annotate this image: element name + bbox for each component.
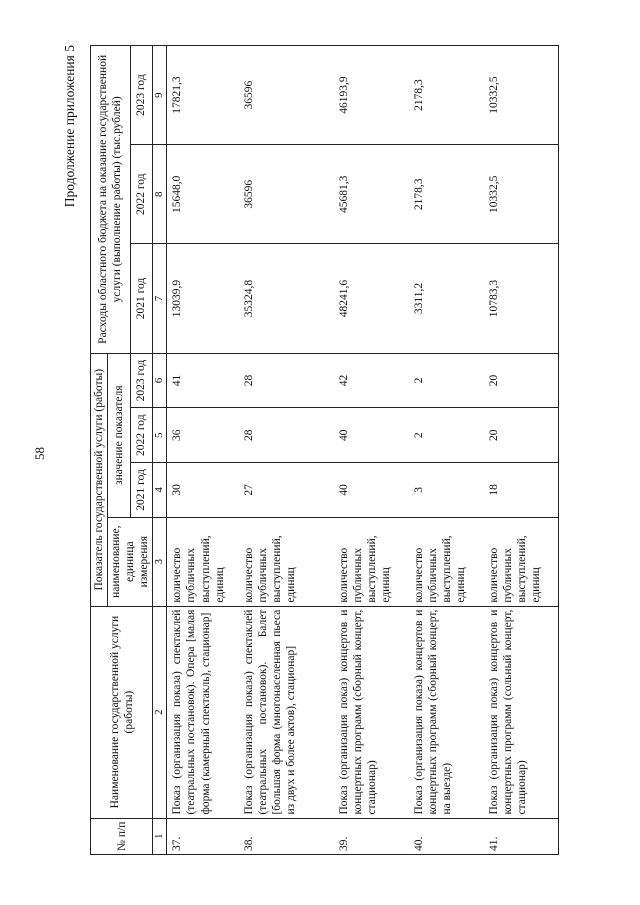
header-year-2022-expense: 2022 год bbox=[130, 145, 153, 244]
service-name: Показ (организация показа) концертов и концертных программ (сборный концерт, на выезде) bbox=[409, 606, 484, 818]
expense-2021: 48241,6 bbox=[334, 244, 409, 353]
expense-2023: 17821,3 bbox=[167, 46, 239, 145]
header-year-2022-value: 2022 год bbox=[130, 408, 153, 463]
service-name: Показ (организация показа) спектаклей (театральных постановок). Балет [большая форма (многонаселенная пьеса из двух и более актов), стационар] bbox=[239, 606, 334, 818]
value-2021: 30 bbox=[167, 463, 239, 518]
row-index: 40. bbox=[409, 818, 484, 854]
appendix-caption: Продолжение приложения 5 bbox=[62, 45, 77, 208]
col-number: 1 bbox=[153, 818, 167, 854]
value-2023: 2 bbox=[409, 353, 484, 408]
indicator-unit: количество публичных выступлений, единиц bbox=[239, 517, 334, 606]
table-row bbox=[239, 46, 334, 855]
indicator-unit: количество публичных выступлений, единиц bbox=[409, 517, 484, 606]
expense-2022: 45681,3 bbox=[334, 145, 409, 244]
expense-2023: 10332,5 bbox=[484, 46, 559, 145]
header-service-name: Наименование государственной услуги (работы) bbox=[91, 606, 153, 818]
expense-2021: 13039,9 bbox=[167, 244, 239, 353]
header-indicator-value: значение показателя bbox=[108, 353, 131, 517]
service-name: Показ (организация показа) спектаклей (театральных постановок). Опера [малая форма (камерный спектакль), стационар] bbox=[167, 606, 239, 818]
header-year-2021-value: 2021 год bbox=[130, 463, 153, 518]
value-2021: 18 bbox=[484, 463, 559, 518]
header-expenses-group: Расходы областного бюджета на оказание государственной услуги (выполнение работы) (тыс.рублей) bbox=[91, 46, 131, 354]
col-number: 4 bbox=[153, 463, 167, 518]
col-number: 5 bbox=[153, 408, 167, 463]
col-number: 2 bbox=[153, 606, 167, 818]
expense-2021: 10783,3 bbox=[484, 244, 559, 353]
service-name: Показ (организация показ) концертов и концертных программ (сборный концерт, стационар) bbox=[334, 606, 409, 818]
expense-2023: 36596 bbox=[239, 46, 334, 145]
header-year-2023-expense: 2023 год bbox=[130, 46, 153, 145]
row-index: 37. bbox=[167, 818, 239, 854]
row-index: 38. bbox=[239, 818, 334, 854]
expense-2022: 10332,5 bbox=[484, 145, 559, 244]
expense-2021: 35324,8 bbox=[239, 244, 334, 353]
table-row bbox=[167, 46, 239, 855]
service-name: Показ (организация показ) концертов и концертных программ (сольный концерт, стационар) bbox=[484, 606, 559, 818]
value-2022: 40 bbox=[334, 408, 409, 463]
value-2021: 27 bbox=[239, 463, 334, 518]
value-2021: 40 bbox=[334, 463, 409, 518]
col-number: 7 bbox=[153, 244, 167, 353]
value-2023: 20 bbox=[484, 353, 559, 408]
page-number: 58 bbox=[32, 447, 47, 460]
col-number: 9 bbox=[153, 46, 167, 145]
indicator-unit: количество публичных выступлений, единиц bbox=[484, 517, 559, 606]
expense-2023: 2178,3 bbox=[409, 46, 484, 145]
value-2023: 28 bbox=[239, 353, 334, 408]
value-2021: 3 bbox=[409, 463, 484, 518]
expense-2023: 46193,9 bbox=[334, 46, 409, 145]
budget-table bbox=[90, 45, 559, 855]
value-2023: 41 bbox=[167, 353, 239, 408]
value-2022: 20 bbox=[484, 408, 559, 463]
expense-2021: 3311,2 bbox=[409, 244, 484, 353]
value-2022: 36 bbox=[167, 408, 239, 463]
value-2022: 28 bbox=[239, 408, 334, 463]
table-row bbox=[334, 46, 409, 855]
row-index: 39. bbox=[334, 818, 409, 854]
indicator-unit: количество публичных выступлений, единиц bbox=[167, 517, 239, 606]
header-indicator-name: наименование, единица измерения bbox=[108, 517, 153, 606]
col-number: 6 bbox=[153, 353, 167, 408]
expense-2022: 2178,3 bbox=[409, 145, 484, 244]
header-year-2023-value: 2023 год bbox=[130, 353, 153, 408]
table-row bbox=[484, 46, 559, 855]
value-2022: 2 bbox=[409, 408, 484, 463]
header-no: № п/п bbox=[91, 818, 153, 854]
col-number: 8 bbox=[153, 145, 167, 244]
expense-2022: 15648,0 bbox=[167, 145, 239, 244]
value-2023: 42 bbox=[334, 353, 409, 408]
expense-2022: 36596 bbox=[239, 145, 334, 244]
row-index: 41. bbox=[484, 818, 559, 854]
header-indicator-group: Показатель государственной услуги (работы) bbox=[91, 353, 108, 606]
rotated-page bbox=[32, 45, 550, 855]
col-number: 3 bbox=[153, 517, 167, 606]
indicator-unit: количество публичных выступлений, единиц bbox=[334, 517, 409, 606]
table-row bbox=[409, 46, 484, 855]
header-year-2021-expense: 2021 год bbox=[130, 244, 153, 353]
